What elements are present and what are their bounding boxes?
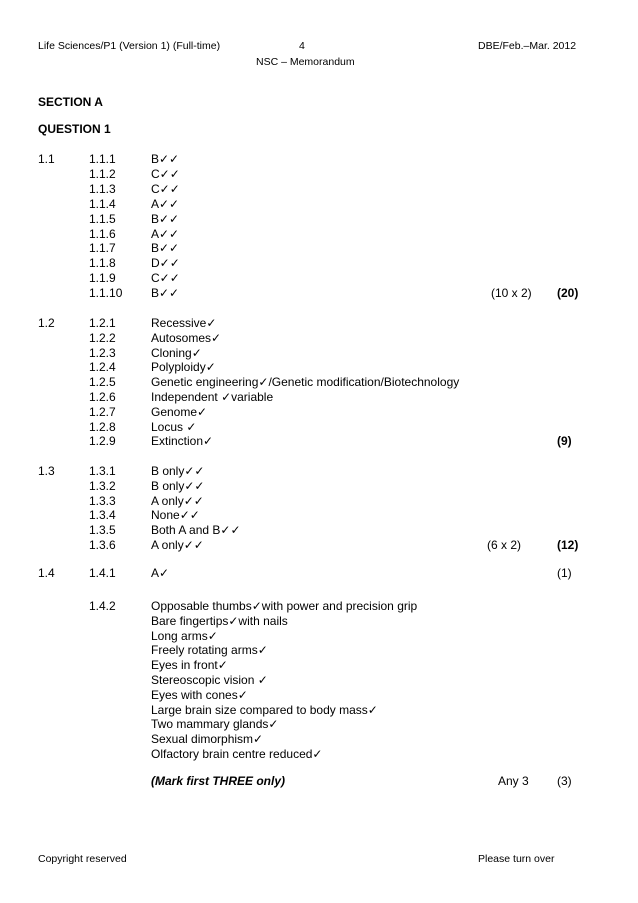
sub-question-number: 1.2.5 [89,375,116,390]
section-title: SECTION A [38,95,103,109]
sub-question-number: 1.3.5 [89,523,116,538]
sub-question-number: 1.1.9 [89,271,116,286]
sub-question-number: 1.2.3 [89,345,116,360]
sub-question-answer: A✓✓ [151,226,180,241]
q1-1-calc: (10 x 2) [491,286,532,300]
sub-question-answer: Autosomes✓ [151,330,222,345]
q1-2-total: (9) [557,434,572,448]
sub-question-number: 1.3.6 [89,538,116,552]
sub-question-answer: A✓✓ [151,196,180,211]
sub-question-answer: C✓✓ [151,181,180,196]
q1-1-number: 1.1 [38,152,55,166]
sub-question-answer: Extinction✓ [151,434,214,449]
sub-question-number: 1.2.4 [89,360,116,375]
answer-line: Two mammary glands✓ [151,717,279,732]
answer-line: Bare fingertips✓with nails [151,613,288,628]
sub-question-answer: B only✓✓ [151,478,205,493]
sub-question-number: 1.1.3 [89,181,116,196]
sub-question-answer: B✓✓ [151,286,180,301]
q1-4-number: 1.4 [38,566,55,580]
sub-question-answer: B✓✓ [151,241,180,256]
sub-question-number: 1.3.2 [89,478,116,493]
q1-4-1-number: 1.4.1 [89,566,116,580]
q1-4-2-mark: (3) [557,774,572,788]
header-right: DBE/Feb.–Mar. 2012 [478,40,577,52]
sub-question-number: 1.3.4 [89,508,116,523]
sub-question-answer: Cloning✓ [151,345,202,360]
sub-question-number: 1.2.7 [89,404,116,419]
answer-line: Sexual dimorphism✓ [151,732,264,747]
answer-line: Eyes with cones✓ [151,687,248,702]
page-number: 4 [299,40,305,52]
sub-question-number: 1.1.7 [89,241,116,256]
sub-question-number: 1.1.4 [89,196,116,211]
sub-question-answer: Genome✓ [151,404,208,419]
sub-question-answer: B only✓✓ [151,464,205,478]
q1-2-number: 1.2 [38,316,55,330]
answer-line: Opposable thumbs✓with power and precision grip [151,599,418,613]
sub-question-answer: Locus ✓ [151,419,197,434]
q1-1-total: (20) [557,286,579,300]
sub-question-answer: None✓✓ [151,508,200,523]
sub-question-number: 1.1.1 [89,152,116,166]
sub-question-answer: B✓✓ [151,211,180,226]
sub-question-answer: A only✓✓ [151,493,204,508]
sub-question-number: 1.2.1 [89,316,116,330]
q1-3-number: 1.3 [38,464,55,478]
sub-question-answer: C✓✓ [151,271,180,286]
sub-question-number: 1.3.1 [89,464,116,478]
sub-question-number: 1.1.5 [89,211,116,226]
answer-line: Eyes in front✓ [151,658,228,673]
sub-question-answer: Genetic engineering✓/Genetic modification/Biotechnology [151,375,460,390]
question-title: QUESTION 1 [38,122,111,136]
q1-3-total: (12) [557,538,579,552]
sub-question-number: 1.2.2 [89,330,116,345]
header-left: Life Sciences/P1 (Version 1) (Full-time) [38,40,221,52]
sub-question-number: 1.2.8 [89,419,116,434]
answer-line: Long arms✓ [151,628,218,643]
q1-4-1-mark: (1) [557,566,572,580]
sub-question-number: 1.3.3 [89,493,116,508]
answer-line: Olfactory brain centre reduced✓ [151,747,323,761]
sub-question-answer: Polyploidy✓ [151,360,216,375]
answer-line: Freely rotating arms✓ [151,643,268,658]
sub-question-number: 1.2.9 [89,434,116,449]
sub-question-number: 1.1.8 [89,256,116,271]
footer-right: Please turn over [478,853,555,865]
footer-left: Copyright reserved [38,853,127,865]
sub-question-answer: B✓✓ [151,152,180,166]
sub-question-answer: Both A and B✓✓ [151,523,241,538]
sub-question-answer: Independent ✓variable [151,390,274,404]
q1-4-2-calc: Any 3 [498,774,529,788]
mark-note: (Mark first THREE only) [151,774,286,788]
sub-question-number: 1.1.6 [89,226,116,241]
sub-question-answer: C✓✓ [151,166,180,181]
q1-4-1-answer: A✓ [151,566,170,580]
sub-question-number: 1.2.6 [89,390,116,404]
q1-3-calc: (6 x 2) [487,538,522,552]
q1-4-2-number: 1.4.2 [89,599,116,613]
sub-question-answer: A only✓✓ [151,538,204,552]
sub-question-number: 1.1.10 [89,286,123,301]
sub-question-answer: D✓✓ [151,256,180,271]
sub-question-answer: Recessive✓ [151,316,217,330]
answer-line: Large brain size compared to body mass✓ [151,702,378,717]
header-subtitle: NSC – Memorandum [256,56,355,68]
answer-line: Stereoscopic vision ✓ [151,673,268,687]
sub-question-number: 1.1.2 [89,166,116,181]
